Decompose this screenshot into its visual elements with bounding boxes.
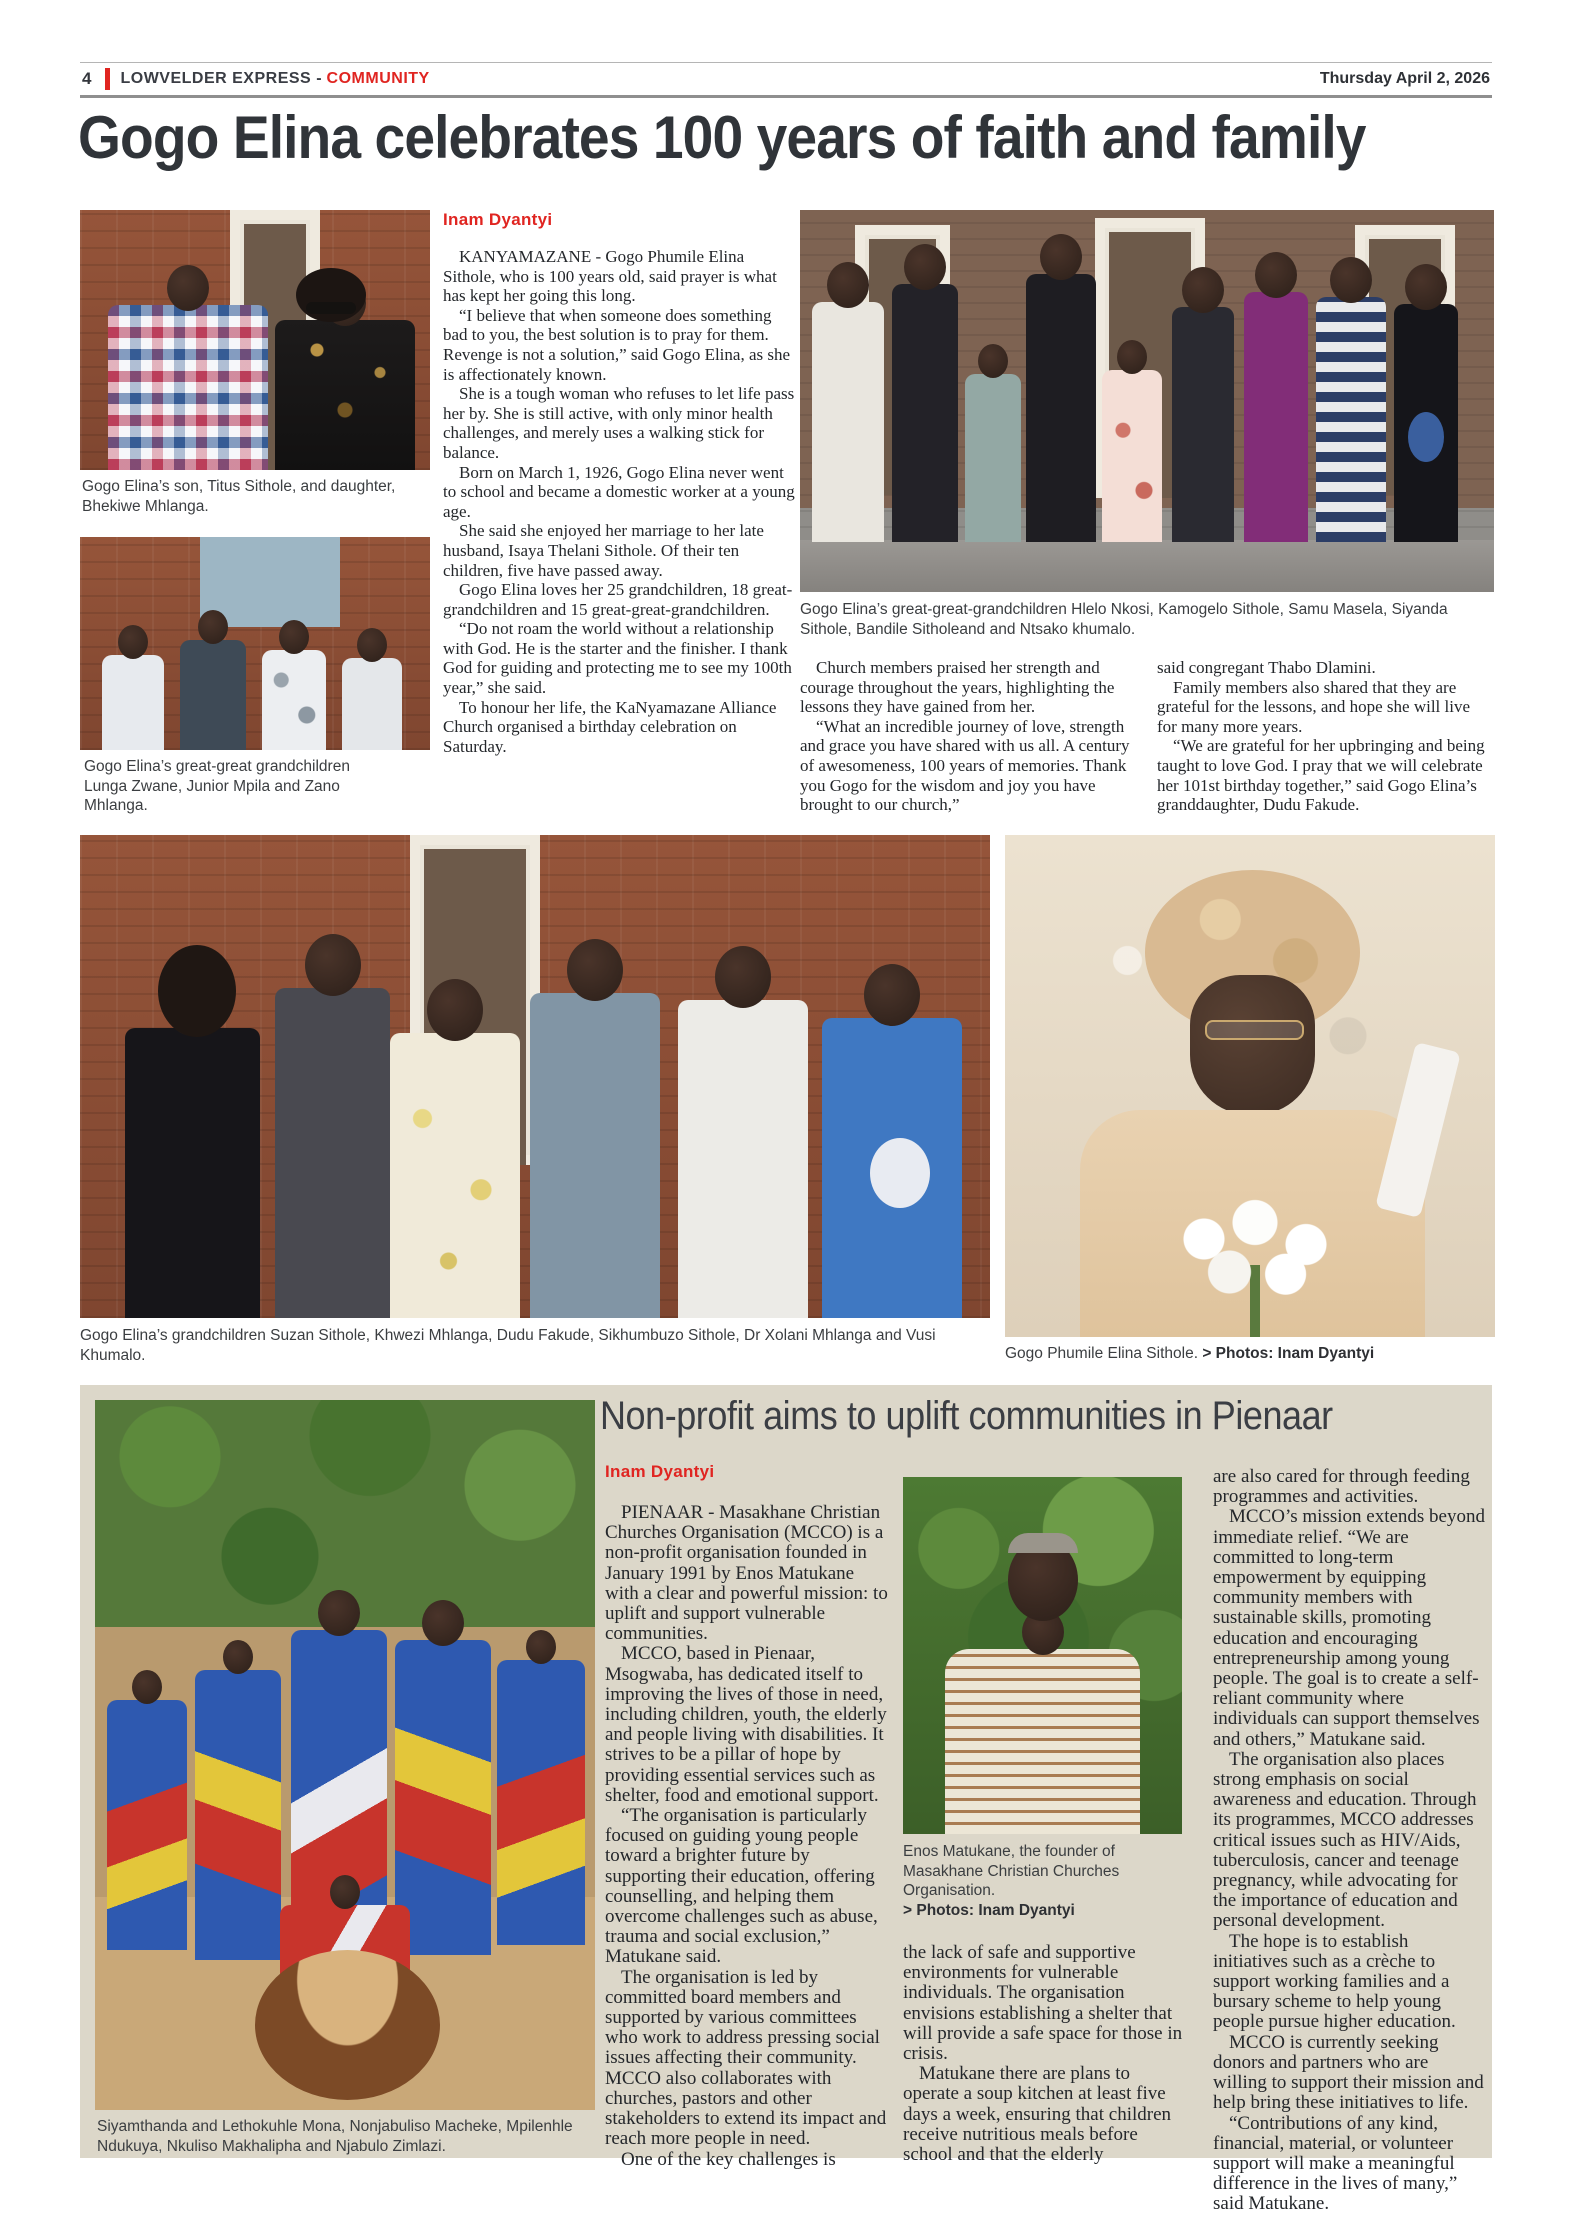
paragraph: are also cared for through feeding programmes and activities. — [1213, 1466, 1470, 1508]
paragraph: “We are grateful for her upbringing and being taught to love God. I pray that we will celebrate her 101st birthday together,” said Gogo Elina’s granddaughter, Dudu Fakude. — [1157, 736, 1485, 815]
figure-enos — [945, 1649, 1140, 1834]
photo-family-group — [800, 210, 1494, 592]
figure-child — [262, 650, 326, 750]
white-flowers — [1170, 1195, 1340, 1305]
article1-col3 — [1157, 658, 1494, 815]
article1-headline: Gogo Elina celebrates 100 years of faith and family — [78, 104, 1366, 171]
paragraph: “I believe that when someone does something bad to you, the best solution is to pray for them. Revenge is not a solution,” said Gogo Elina, as she is affectionately known. — [443, 305, 791, 384]
caption-enos-credit: > Photos: Inam Dyantyi — [903, 1901, 1075, 1919]
paragraph: “The organisation is particularly focused on guiding young people toward a brighter future by supporting their education, offering counselling, and helping them overcome challenges such as abuse, trauma and social exclusion,” Matukane said. — [605, 1805, 878, 1968]
figure-child — [342, 658, 402, 750]
caption-family-group: Gogo Elina’s great-great-grandchildren Hlelo Nkosi, Kamogelo Sithole, Samu Masela, Siyanda Sithole, Bandile Sitholeand and Ntsako khumalo. — [800, 601, 1448, 638]
photo-gogo-portrait — [1005, 835, 1495, 1337]
figure-bhekiwe — [275, 320, 415, 470]
paragraph: The organisation is led by committed board members and supported by various committees who work to address pressing social issues affecting their community. MCCO also collaborates with churches, pastors and other stakeholders to extend its impact and reach more people in need. — [605, 1966, 887, 2150]
caption-portrait-credit: > Photos: Inam Dyantyi — [1202, 1345, 1375, 1362]
face — [1190, 975, 1315, 1115]
page-number: 4 — [82, 69, 92, 88]
section-label: COMMUNITY — [326, 70, 430, 87]
caption-enos-text: Enos Matukane, the founder of Masakhane Christian Churches Organisation. — [903, 1843, 1120, 1899]
caption-portrait — [1005, 1344, 1495, 1364]
article2-col3 — [1213, 1467, 1485, 2215]
figure-child — [180, 640, 246, 750]
caption-great-great-kids: Gogo Elina’s great-great grandchildren Lunga Zwane, Junior Mpila and Zano Mhlanga. — [84, 758, 350, 814]
caption-enos — [903, 1842, 1173, 1920]
paragraph: She said she enjoyed her marriage to her late husband, Isaya Thelani Sithole. Of their ten children, five have passed away. — [443, 521, 764, 580]
article2-col2 — [903, 1943, 1185, 2165]
header-red-bar — [105, 68, 110, 90]
paragraph: To honour her life, the KaNyamazane Alliance Church organised a birthday celebration on Saturday. — [443, 697, 777, 756]
paragraph: She is a tough woman who refuses to let life pass her by. She is still active, with only minor health challenges, and merely uses a walking stick for balance. — [443, 384, 795, 462]
paragraph: PIENAAR - Masakhane Christian Churches Organisation (MCCO) is a non-profit organisation founded in January 1991 by Enos Matukane with a clear and powerful mission: to uplift and support vulnerable communities. — [605, 1502, 888, 1645]
drum — [255, 1950, 440, 2100]
figure-child — [102, 655, 164, 750]
paragraph: The hope is to establish initiatives such as a crèche to support working families and a bursary scheme to help young people pursue higher education. — [1213, 1930, 1456, 2033]
paragraph: MCCO’s mission extends beyond immediate relief. “We are committed to long-term empowerment by equipping community members with sustainable skills, promoting education and encouraging entrepreneurship among young people. The goal is to create a self-reliant community where individuals can support themselves and others,” Matukane said. — [1213, 1506, 1485, 1750]
paragraph: said congregant Thabo Dlamini. — [1157, 658, 1376, 677]
paragraph: “Do not roam the world without a relationship with God. He is the starter and the finisher. I thank God for guiding and protecting me to see my 100th year,” she said. — [443, 619, 792, 698]
article1-col2 — [800, 658, 1145, 815]
paragraph: Matukane there are plans to operate a soup kitchen at least five days a week, ensuring that children receive nutritious meals before school and that the elderly — [903, 2063, 1172, 2166]
photo-son-and-daughter — [80, 210, 430, 470]
paragraph: One of the key challenges is — [621, 2148, 836, 2170]
paragraph: MCCO is currently seeking donors and partners who are willing to support their mission and help bring these initiatives to life. — [1213, 2031, 1484, 2114]
photo-grandchildren-group — [80, 835, 990, 1318]
masthead-separator: - — [316, 70, 322, 87]
caption-son-daughter: Gogo Elina’s son, Titus Sithole, and daughter, Bhekiwe Mhlanga. — [82, 478, 396, 515]
issue-date: Thursday April 2, 2026 — [1319, 70, 1490, 87]
sunglasses — [306, 302, 356, 314]
photo-traditional-children — [95, 1400, 595, 2110]
paragraph: KANYAMAZANE - Gogo Phumile Elina Sithole, who is 100 years old, said prayer is what has kept her going this long. — [443, 247, 777, 306]
article2-col1 — [605, 1503, 891, 2170]
caption-grandchildren: Gogo Elina’s grandchildren Suzan Sithole, Khwezi Mhlanga, Dudu Fakude, Sikhumbuzo Sithole, Dr Xolani Mhlanga and Vusi Khumalo. — [80, 1327, 936, 1364]
paragraph: “Contributions of any kind, financial, material, or volunteer support will make a meaningful difference in the lives of many,” said Matukane. — [1213, 2112, 1458, 2215]
caption-portrait-text: Gogo Phumile Elina Sithole. — [1005, 1345, 1199, 1362]
article2-headline: Non-profit aims to uplift communities in Pienaar — [600, 1394, 1333, 1438]
figure-titus — [108, 305, 268, 470]
paragraph: “What an incredible journey of love, strength and grace you have shared with us all. A century of awesomeness, 100 years of memories. Thank you Gogo for the wisdom and joy you have brought to our church,” — [800, 716, 1130, 815]
paragraph: Church members praised her strength and courage throughout the years, highlighting the lessons they have gained from her. — [800, 658, 1115, 717]
paragraph: MCCO, based in Pienaar, Msogwaba, has dedicated itself to improving the lives of those in need, including children, youth, the elderly and people living with disabilities. It strives to be a pillar of hope by providing essential services such as shelter, food and emotional support. — [605, 1643, 887, 1806]
article1-col1 — [443, 247, 795, 756]
enos-grey-hair — [1008, 1533, 1078, 1553]
paragraph: Family members also shared that they are grateful for the lessons, and hope she will live for many more years. — [1157, 677, 1471, 736]
paragraph: the lack of safe and supportive environments for vulnerable individuals. The organisation envisions establishing a shelter that will provide a safe space for those in crisis. — [903, 1942, 1183, 2065]
photo-great-great-grandchildren — [80, 537, 430, 750]
article1-byline: Inam Dyantyi — [443, 210, 553, 229]
photo-enos-matukane — [903, 1477, 1182, 1834]
masthead: LOWVELDER EXPRESS — [120, 70, 312, 87]
glasses — [1205, 1020, 1304, 1040]
article2-byline: Inam Dyantyi — [605, 1462, 715, 1481]
paragraph: Born on March 1, 1926, Gogo Elina never went to school and became a domestic worker at a young age. — [443, 462, 795, 521]
paragraph: The organisation also places strong emphasis on social awareness and education. Through its programmes, MCCO addresses critical issues such as HIV/Aids, tuberculosis, cancer and teenage pregnancy, while advocating for the importance of education and personal development. — [1213, 1748, 1477, 1932]
paragraph: Gogo Elina loves her 25 grandchildren, 18 great-grandchildren and 15 great-great-grandchildren. — [443, 580, 793, 619]
page-header — [80, 62, 1492, 98]
caption-children: Siyamthanda and Lethokuhle Mona, Nonjabuliso Macheke, Mpilenhle Ndukuya, Nkuliso Makhalipha and Njabulo Zimlazi. — [97, 2118, 573, 2155]
